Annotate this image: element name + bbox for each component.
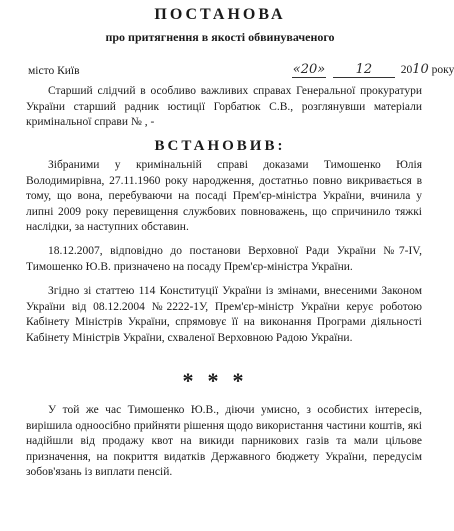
city-label: місто Київ: [28, 65, 80, 77]
document-title: ПОСТАНОВА: [154, 6, 286, 23]
document-date: [292, 62, 454, 78]
paragraph-final: У той же час Тимошенко Ю.В., діючи умисно, з особистих інтересів, вирішила одноосібно прийняти рішення щодо використання частини коштів, які надійшли від продажу квот на викиди парникових газів та мали цільове призначення, на покриття видатків Державного бюджету України, передусім зобов'язань із виплати пенсій.: [26, 404, 422, 478]
date-month: 12: [333, 62, 395, 78]
paragraph-3: Згідно зі статтею 114 Конституції України із змінами, внесеними Законом України від 08.12.2004 №2222-1У, Прем'єр-міністр України керує роботою Кабінету Міністрів України, спрямовує її на виконання Програми діяльності Кабінету Міністрів України, схваленої Верховною Радою України.: [26, 285, 422, 344]
section-separator: ***: [182, 368, 258, 393]
date-year-hand: 10: [412, 62, 429, 77]
paragraph-1: Зібраними у кримінальній справі доказами Тимошенко Юлія Володимирівна, 27.11.1960 року народження, достатньо повно викривається в тому, що вона, перебуваючи на посаді Прем'єр-міністра України, вчинила у липні 2009 року перевищення службових повноважень, що спричинило тяжкі наслідки, за наступних обставин.: [26, 159, 422, 233]
document-subtitle: про притягнення в якості обвинуваченого: [105, 30, 335, 44]
date-year-prefix: 20: [400, 64, 413, 76]
date-day: «20»: [292, 62, 326, 77]
section-heading: ВСТАНОВИВ:: [154, 138, 286, 154]
paragraph-2: 18.12.2007, відповідно до постанови Верховної Ради України №7-IV, Тимошенко Ю.В. призначено на посаду Прем'єр-міністра України.: [26, 245, 422, 273]
date-suffix: року: [431, 64, 454, 76]
intro-paragraph: Старший слідчий в особливо важливих справах Генеральної прокуратури України старший радник юстиції Горбатюк С.В., розглянувши матеріали кримінальної справи № , -: [26, 85, 422, 128]
